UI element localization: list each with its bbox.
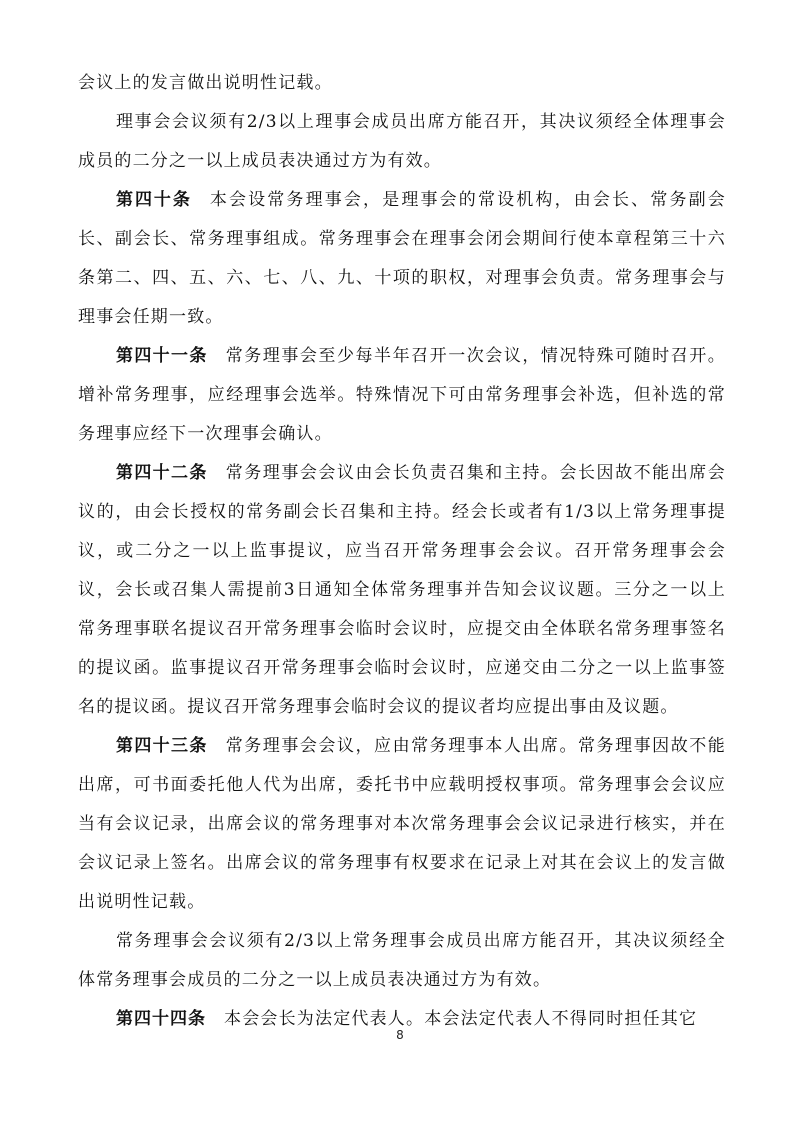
article-number: 第四十二条 [116, 463, 208, 483]
paragraph-text: 常务理事会会议由会长负责召集和主持。会长因故不能出席会议的，由会长授权的常务副会长召集和主持。经会长或者有1/3以上常务理事提议，或二分之一以上监事提议，应当召开常务理事会会议。召开常务理事会会议，会长或召集人需提前3日通知全体常务理事并告知会议议题。三分之一以上常务理事联名提议召开常务理事会临时会议时，应提交由全体联名常务理事签名的提议函。监事提议召开常务理事会临时会议时，应递交由二分之一以上监事签名的提议函。提议召开常务理事会临时会议的提议者均应提出事由及议题。 [78, 463, 727, 717]
paragraph-text: 本会会长为法定代表人。本会法定代表人不得同时担任其它 [224, 1009, 698, 1029]
article-number: 第四十条 [116, 190, 192, 210]
article-number: 第四十四条 [116, 1009, 206, 1029]
page-number: 8 [396, 1028, 404, 1042]
paragraph-1 [78, 64, 726, 103]
article-43 [78, 727, 726, 922]
paragraph-text: 本会设常务理事会，是理事会的常设机构，由会长、常务副会长、副会长、常务理事组成。常务理事会在理事会闭会期间行使本章程第三十六条第二、四、五、六、七、八、九、十项的职权，对理事会负责。常务理事会与理事会任期一致。 [78, 190, 726, 327]
article-40 [78, 181, 726, 337]
article-number: 第四十一条 [116, 346, 208, 366]
article-number: 第四十三条 [116, 736, 208, 756]
paragraph-7 [78, 922, 726, 1000]
paragraph-text: 理事会会议须有2/3以上理事会成员出席方能召开，其决议须经全体理事会成员的二分之一以上成员表决通过方为有效。 [78, 112, 726, 171]
article-41 [78, 337, 726, 454]
paragraph-text: 常务理事会会议须有2/3以上常务理事会成员出席方能召开，其决议须经全体常务理事会成员的二分之一以上成员表决通过方为有效。 [78, 931, 726, 990]
paragraph-2 [78, 103, 726, 181]
paragraph-text: 会议上的发言做出说明性记载。 [78, 73, 333, 93]
article-42 [78, 454, 726, 727]
document-body [78, 64, 726, 1039]
paragraph-text: 常务理事会会议，应由常务理事本人出席。常务理事因故不能出席，可书面委托他人代为出席，委托书中应载明授权事项。常务理事会会议应当有会议记录，出席会议的常务理事对本次常务理事会会议记录进行核实，并在会议记录上签名。出席会议的常务理事有权要求在记录上对其在会议上的发言做出说明性记载。 [78, 736, 727, 912]
paragraph-text: 常务理事会至少每半年召开一次会议，情况特殊可随时召开。增补常务理事，应经理事会选举。特殊情况下可由常务理事会补选，但补选的常务理事应经下一次理事会确认。 [78, 346, 727, 444]
